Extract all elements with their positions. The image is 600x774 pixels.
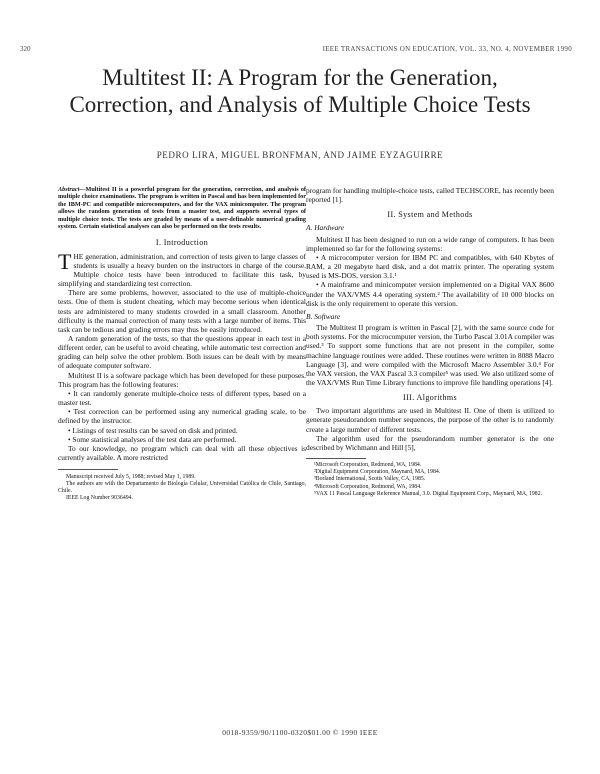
feature-bullet: • It can randomly generate multiple-choice tests of different types, based on a master test. bbox=[58, 388, 306, 408]
intro-paragraph-4: Multitest II is a software package which has been developed for these purposes. This program has the following features: bbox=[58, 370, 306, 389]
left-column bbox=[58, 186, 306, 501]
footnote-line: ⁴Microsoft Corporation, Redmond, WA, 1984. bbox=[314, 483, 422, 490]
software-paragraph: The Multitest II program is written in Pascal [2], with the same source code for both systems. For the microcomputer version, the Turbo Pascal 3.01A compiler was used.³ To support some functions that are not present in the compiler, some machine language routines were added. These routines were written in 8088 Macro Language [3], and were compiled with the Microsoft Macro Assembler 3.0.⁴ For the VAX version, the VAX Pascal 3.3 compiler⁵ was used. We also utilized some of the VAX/VMS Run Time Library functions to improve file handling operations [4]. bbox=[306, 323, 554, 387]
footnote-line: ¹Microsoft Corporation, Redmond, WA, 1984. bbox=[314, 462, 422, 469]
section-heading-introduction: I. Introduction bbox=[155, 238, 209, 248]
right-column bbox=[306, 186, 554, 498]
intro-paragraph-3: A random generation of the tests, so that the questions appear in each test in a different order, can be useful to avoid cheating, while automatic test correction and grading can help solve the other problem. Both issues can be dealt with by means of adequate computer software. bbox=[58, 334, 306, 371]
subsection-heading-hardware: A. Hardware bbox=[306, 223, 345, 233]
intro-paragraph-1 bbox=[58, 248, 306, 289]
feature-bullet: • Test correction can be performed using any numerical grading scale, to be defined by the instructor. bbox=[58, 407, 306, 426]
footnote-line: ²Digital Equipment Corporation, Maynard, MA, 1984. bbox=[314, 469, 441, 476]
continued-paragraph: program for handling multiple-choice tests, called TECHSCORE, has recently been reported [1]. bbox=[306, 186, 554, 205]
intro-paragraph-2: There are some problems, however, associated to the use of multiple-choice tests. One of them is student cheating, which may become serious when identical tests are administered to many students crowded in a small classroom. Another difficulty is the manual correction of many tests with a large number of items. This task can be tedious and grading errors may thus be easily introduced. bbox=[58, 288, 306, 334]
algorithms-paragraph-1: Two important algorithms are used in Multitest II. One of them is utilized to generate pseudorandom number sequences, the purpose of the other is to randomly create a large number of different tests. bbox=[306, 406, 554, 434]
footnote-line: ⁵VAX 11 Pascal Language Reference Manual, 3.0. Digital Equipment Corp., Maynard, MA, 1982. bbox=[314, 490, 543, 497]
footnote-line: ³Borland International, Scotts Valley, CA, 1985. bbox=[314, 476, 426, 483]
subsection-heading-software: B. Software bbox=[306, 311, 341, 321]
intro-paragraph-5: To our knowledge, no program which can deal with all these objectives is currently available. A more restricted bbox=[58, 443, 306, 463]
footnote-line: The authors are with the Departamento de Biología Celular, Universidad Católica de Chile, Santiago, Chile. bbox=[58, 480, 306, 494]
drop-cap: T bbox=[58, 248, 72, 274]
paper-title: Multitest II: A Program for the Generation, Correction, and Analysis of Multiple Choice Tests bbox=[69, 65, 531, 117]
footnote-divider bbox=[306, 458, 366, 459]
footnote-divider bbox=[58, 469, 118, 470]
section-heading-algorithms: III. Algorithms bbox=[403, 393, 457, 403]
abstract-text: —Multitest II is a powerful program for the generation, correction, and analysis of multiple choice examinations. The program is written in Pascal and has been implemented for the IBM-PC and compatible microcomputers, and for the VAX minicomputer. The program allows the random generation of tests from a master test, and supports several types of multiple choice tests. The tests are graded by means of a user-definable numerical grading system. Certain statistical analyses can also be performed on the tests results. bbox=[58, 186, 306, 231]
abstract bbox=[58, 186, 306, 230]
feature-bullet: • Listings of test results can be saved on disk and printed. bbox=[68, 425, 238, 435]
copyright-line: 0018-9359/90/1100-0320$01.00 © 1990 IEEE bbox=[222, 728, 378, 737]
footnote-line: IEEE Log Number 9036494. bbox=[66, 494, 133, 501]
page-number: 320 bbox=[20, 45, 31, 53]
hardware-bullet: • A mainframe and minicomputer version implemented on a Digital VAX 8600 under the VAX/VMS 4.4 operating system.² The availability of 10 000 blocks on disk is the only requirement to operate this version. bbox=[306, 280, 554, 308]
author-list: PEDRO LIRA, MIGUEL BRONFMAN, AND JAIME EYZAGUIRRE bbox=[156, 150, 444, 160]
running-header bbox=[20, 45, 572, 57]
abstract-label: Abstract bbox=[58, 186, 80, 193]
algorithms-paragraph-2: The algorithm used for the pseudorandom number generator is the one described by Wichmann and Hill [5], bbox=[306, 433, 554, 452]
hardware-bullet: • A microcomputer version for IBM PC and compatibles, with 640 Kbytes of RAM, a 20 megabyte hard disk, and a dot matrix printer. The operating system used is MS-DOS, version 3.1.¹ bbox=[306, 252, 554, 281]
manuscript-footnote bbox=[58, 474, 306, 501]
intro-p1-text: HE generation, administration, and correction of tests given to large classes of students is usually a heavy burden on the instructors in charge of the course. Multiple choice tests have been introduced to facilitate this task, by simplifying and standardizing test correction. bbox=[58, 251, 306, 289]
footnote-line: Manuscript received July 5, 1988; revised May 1, 1989. bbox=[66, 474, 196, 481]
journal-header: IEEE TRANSACTIONS ON EDUCATION, VOL. 33, NO. 4, NOVEMBER 1990 bbox=[322, 45, 572, 53]
footnotes bbox=[306, 462, 554, 498]
feature-bullet: • Some statistical analyses of the test data are performed. bbox=[68, 434, 237, 444]
section-heading-system-methods: II. System and Methods bbox=[387, 210, 473, 220]
hardware-paragraph: Multitest II has been designed to run on a wide range of computers. It has been implemented so far for the following systems: bbox=[306, 234, 554, 253]
